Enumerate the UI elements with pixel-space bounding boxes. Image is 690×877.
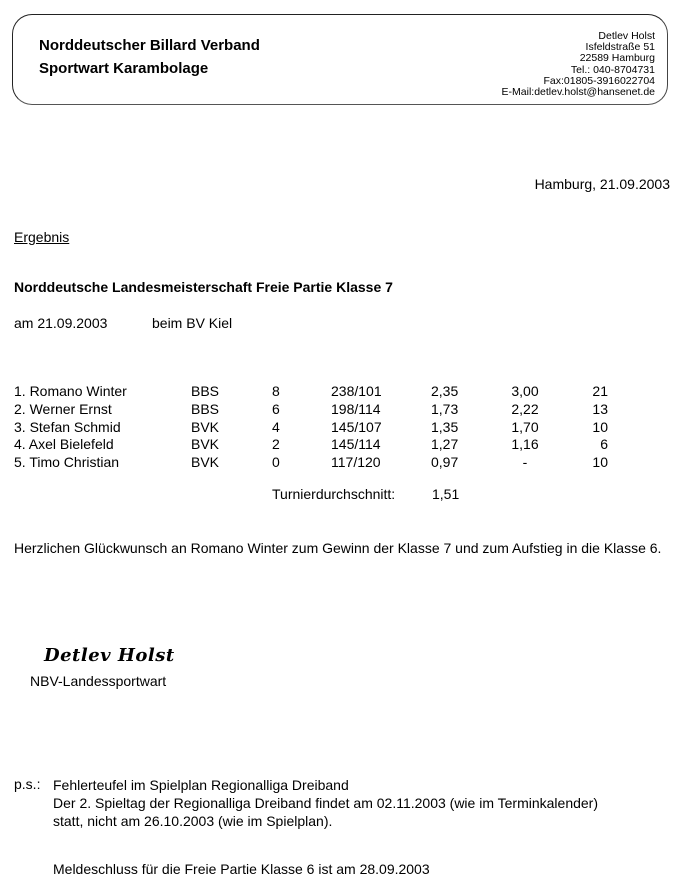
high-run-cell: 10: [592, 454, 608, 471]
best-single-average-cell: 1,16: [511, 436, 539, 453]
ps-line: statt, nicht am 26.10.2003 (wie im Spielplan).: [53, 813, 333, 829]
ps-deadline: Meldeschluss für die Freie Partie Klasse 6 ist am 28.09.2003: [53, 861, 430, 877]
signature-role: NBV-Landessportwart: [30, 673, 167, 689]
club-cell: BBS: [191, 383, 220, 399]
score-cell: 145/114: [331, 436, 381, 453]
general-average-cell: 2,35: [431, 383, 459, 399]
player-name-cell: 2. Werner Ernst: [14, 400, 112, 417]
player-name-cell: 4. Axel Bielefeld: [14, 436, 114, 453]
club-cell: BBS: [191, 400, 220, 417]
best-single-average-cell: 3,00: [511, 383, 539, 399]
table-row: [0, 453, 690, 471]
table-row: [0, 382, 690, 400]
high-run-cell: 13: [592, 400, 608, 417]
general-average-cell: 1,27: [431, 436, 459, 453]
results-table: [0, 382, 690, 482]
general-average-cell: 1,73: [431, 400, 459, 417]
best-single-average-cell: -: [522, 454, 528, 471]
player-name-cell: 5. Timo Christian: [14, 454, 120, 471]
contact-street: Isfeldstraße 51: [585, 41, 655, 54]
contact-email[interactable]: E-Mail:detlev.holst@hansenet.de: [501, 86, 655, 99]
org-department: Sportwart Karambolage: [39, 60, 209, 77]
high-run-cell: 6: [600, 436, 608, 453]
match-points-cell: 0: [272, 454, 280, 471]
club-cell: BVK: [191, 418, 220, 435]
ps-line: Der 2. Spieltag der Regionalliga Dreiband findet am 02.11.2003 (wie im Terminkalender): [53, 795, 599, 811]
contact-city: 22589 Hamburg: [579, 52, 655, 65]
signature-handwritten: Detlev Holst: [44, 645, 175, 666]
event-title: Norddeutsche Landesmeisterschaft Freie Partie Klasse 7: [14, 279, 393, 295]
high-run-cell: 21: [592, 383, 608, 399]
player-name-cell: 1. Romano Winter: [14, 383, 127, 399]
match-points-cell: 4: [272, 418, 280, 435]
match-points-cell: 2: [272, 436, 280, 453]
ps-label: p.s.:: [14, 776, 41, 792]
ps-line: Fehlerteufel im Spielplan Regionalliga Dreiband: [53, 777, 349, 793]
event-venue: beim BV Kiel: [152, 315, 233, 331]
match-points-cell: 6: [272, 400, 280, 417]
section-heading: Ergebnis: [14, 229, 70, 245]
best-single-average-cell: 1,70: [511, 418, 539, 435]
place-date: Hamburg, 21.09.2003: [534, 176, 670, 192]
letterhead-org: [39, 34, 260, 80]
score-cell: 117/120: [331, 454, 381, 471]
player-name-cell: 3. Stefan Schmid: [14, 418, 121, 435]
score-cell: 145/107: [331, 418, 382, 435]
table-row: [0, 418, 690, 436]
contact-fax: Fax:01805-3916022704: [543, 74, 655, 87]
score-cell: 238/101: [331, 383, 382, 399]
table-row: [0, 435, 690, 453]
score-cell: 198/114: [331, 400, 381, 417]
tournament-average-value: 1,51: [432, 486, 460, 502]
tournament-average-label: Turnierdurchschnitt:: [272, 486, 396, 502]
ps-body: [53, 776, 598, 830]
table-row: [0, 400, 690, 418]
org-name: Norddeutscher Billard Verband: [39, 37, 260, 54]
high-run-cell: 10: [592, 418, 608, 435]
match-points-cell: 8: [272, 383, 280, 399]
contact-tel: Tel.: 040-8704731: [570, 63, 655, 76]
club-cell: BVK: [191, 454, 220, 471]
best-single-average-cell: 2,22: [511, 400, 539, 417]
contact-name: Detlev Holst: [598, 30, 655, 42]
contact-block: [502, 31, 655, 98]
general-average-cell: 0,97: [431, 454, 459, 471]
club-cell: BVK: [191, 436, 220, 453]
general-average-cell: 1,35: [431, 418, 459, 435]
event-date: am 21.09.2003: [14, 315, 108, 331]
congratulation-text: Herzlichen Glückwunsch an Romano Winter zum Gewinn der Klasse 7 und zum Aufstieg in die Klasse 6.: [14, 540, 662, 556]
